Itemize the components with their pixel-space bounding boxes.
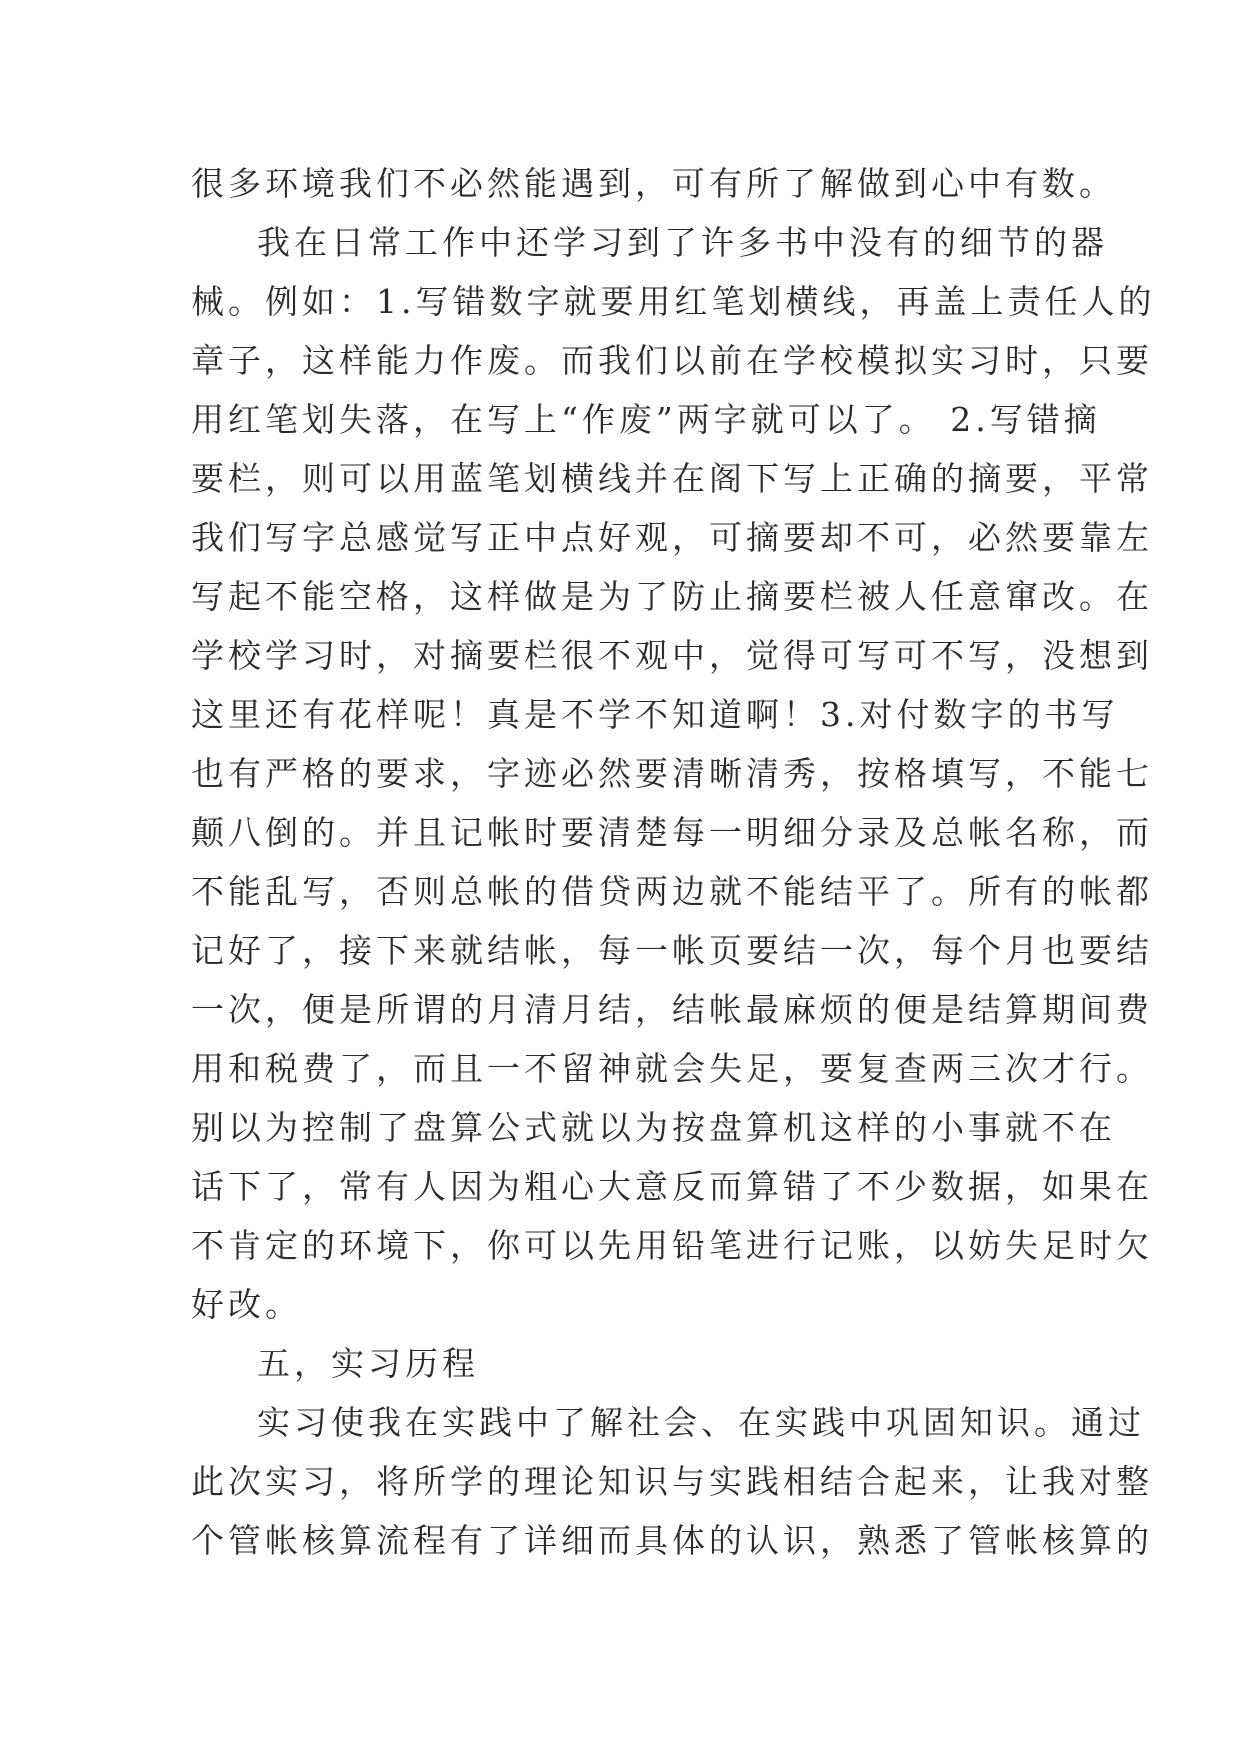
- text-line: 写起不能空格，这样做是为了防止摘要栏被人任意窜改。在: [191, 577, 1153, 616]
- text-line: 用和税费了，而且一不留神就会失足，要复查两三次才行。: [191, 1049, 1153, 1088]
- text-line: 一次，便是所谓的月清月结，结帐最麻烦的便是结算期间费: [191, 990, 1153, 1029]
- text-line: 个管帐核算流程有了详细而具体的认识，熟悉了管帐核算的: [191, 1521, 1153, 1560]
- text-line: 这里还有花样呢！真是不学不知道啊！3.对付数字的书写: [191, 695, 1119, 734]
- text-line: 实习使我在实践中了解社会、在实践中巩固知识。通过: [257, 1403, 1145, 1442]
- text-line: 别以为控制了盘算公式就以为按盘算机这样的小事就不在: [191, 1108, 1116, 1147]
- text-line: 要栏，则可以用蓝笔划横线并在阁下写上正确的摘要，平常: [191, 459, 1153, 498]
- text-line: 话下了，常有人因为粗心大意反而算错了不少数据，如果在: [191, 1167, 1153, 1206]
- text-line: 记好了，接下来就结帐，每一帐页要结一次，每个月也要结: [191, 931, 1153, 970]
- text-line: 不肯定的环境下，你可以先用铅笔进行记账，以妨失足时欠: [191, 1226, 1153, 1265]
- text-line: 用红笔划失落，在写上“作废”两字就可以了。 2.写错摘: [191, 400, 1101, 439]
- text-line: 我在日常工作中还学习到了许多书中没有的细节的器: [257, 223, 1108, 262]
- text-line: 章子，这样能力作废。而我们以前在学校模拟实习时，只要: [191, 341, 1153, 380]
- body-text: [191, 154, 1156, 1570]
- text-line: 此次实习，将所学的理论知识与实践相结合起来，让我对整: [191, 1462, 1153, 1501]
- text-line: 颠八倒的。并且记帐时要清楚每一明细分录及总帐名称，而: [191, 813, 1153, 852]
- text-line: 不能乱写，否则总帐的借贷两边就不能结平了。所有的帐都: [191, 872, 1153, 911]
- text-line: 好改。: [191, 1285, 302, 1324]
- text-line: 械。例如：1.写错数字就要用红笔划横线，再盖上责任人的: [191, 282, 1156, 321]
- section-heading: 五，实习历程: [257, 1344, 479, 1383]
- text-line: 很多环境我们不必然能遇到，可有所了解做到心中有数。: [191, 164, 1116, 203]
- text-line: 也有严格的要求，字迹必然要清晰清秀，按格填写，不能七: [191, 754, 1153, 793]
- text-line: 我们写字总感觉写正中点好观，可摘要却不可，必然要靠左: [191, 518, 1153, 557]
- text-line: 学校学习时，对摘要栏很不观中，觉得可写可不写，没想到: [191, 636, 1153, 675]
